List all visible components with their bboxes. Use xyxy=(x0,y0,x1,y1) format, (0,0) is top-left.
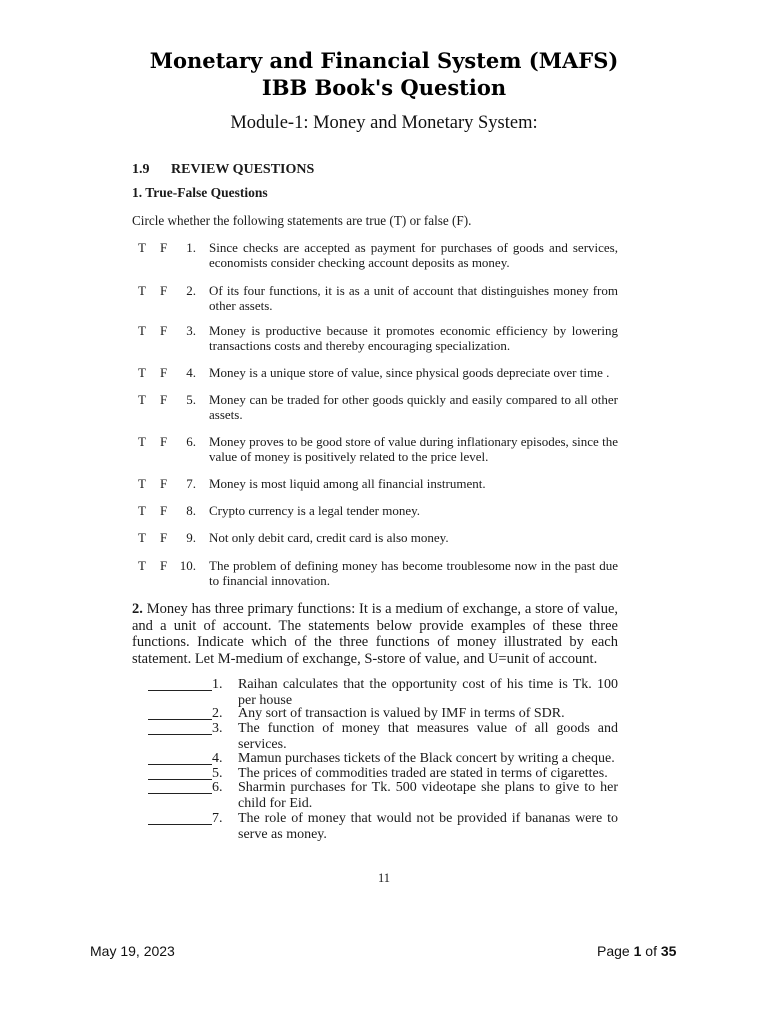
true-option[interactable]: T xyxy=(138,476,146,491)
item-number: 10. xyxy=(179,558,196,573)
true-option[interactable]: T xyxy=(138,530,146,545)
item-text: The role of money that would not be provided if bananas were to serve as money. xyxy=(238,811,618,842)
true-option[interactable]: T xyxy=(138,392,146,407)
item-text: Mamun purchases tickets of the Black concert by writing a cheque. xyxy=(238,751,615,766)
match-item xyxy=(148,677,618,709)
document-title: Monetary and Financial System (MAFS) xyxy=(149,48,619,73)
true-option[interactable]: T xyxy=(138,503,146,518)
tf-item xyxy=(138,323,618,355)
item-text: The function of money that measures value of all goods and services. xyxy=(238,721,618,752)
module-heading: Module-1: Money and Monetary System: xyxy=(230,113,538,133)
answer-blank[interactable] xyxy=(148,677,212,693)
item-text: Money is most liquid among all financial instrument. xyxy=(209,476,486,491)
item-number: 4. xyxy=(212,751,223,766)
item-number: 3. xyxy=(212,721,223,736)
true-option[interactable]: T xyxy=(138,283,146,298)
item-text: Money is a unique store of value, since physical goods depreciate over time . xyxy=(209,365,610,380)
tf-item xyxy=(138,392,618,424)
true-option[interactable]: T xyxy=(138,240,146,255)
answer-blank[interactable] xyxy=(148,721,212,737)
item-text: Money can be traded for other goods quickly and easily compared to all other assets. xyxy=(209,392,618,422)
instruction-text: Circle whether the following statements are true (T) or false (F). xyxy=(132,213,472,228)
item-number: 6. xyxy=(186,434,196,449)
tf-item xyxy=(138,558,618,590)
false-option[interactable]: F xyxy=(160,558,168,573)
book-page-number: 11 xyxy=(377,871,391,885)
item-text: Sharmin purchases for Tk. 500 videotape she plans to give to her child for Eid. xyxy=(238,780,618,811)
false-option[interactable]: F xyxy=(160,392,168,407)
item-text: Money proves to be good store of value during inflationary episodes, since the value of money is positively related to the price level. xyxy=(209,434,618,464)
item-number: 2. xyxy=(186,283,196,298)
false-option[interactable]: F xyxy=(160,503,168,518)
true-option[interactable]: T xyxy=(138,434,146,449)
page-of-label: of xyxy=(645,943,657,959)
question-text: Money has three primary functions: It is a medium of exchange, a store of value, and a unit of account. The statements below provide examples of these three functions. Indicate which of the three functions of money illustrated by each statement. Let M-medium of exchange, S-store of value, and U=unit of account. xyxy=(132,601,618,668)
item-text: Money is productive because it promotes economic efficiency by lowering transactions costs and thereby encouraging specialization. xyxy=(209,323,618,353)
true-option[interactable]: T xyxy=(138,558,146,573)
answer-blank[interactable] xyxy=(148,811,212,827)
document-subtitle: IBB Book's Question xyxy=(261,75,507,100)
false-option[interactable]: F xyxy=(160,530,168,545)
question-number: 2. xyxy=(132,601,143,617)
item-text: Since checks are accepted as payment for purchases of goods and services, economists consider checking account deposits as money. xyxy=(209,240,618,270)
item-text: The problem of defining money has become troublesome now in the past due to financial innovation. xyxy=(209,558,618,588)
item-number: 5. xyxy=(186,392,196,407)
page-label: Page xyxy=(597,943,630,959)
item-number: 2. xyxy=(212,706,223,721)
footer-date: May 19, 2023 xyxy=(90,943,175,959)
false-option[interactable]: F xyxy=(160,365,168,380)
match-item xyxy=(148,751,618,767)
match-item xyxy=(148,811,618,843)
tf-item xyxy=(138,434,618,466)
false-option[interactable]: F xyxy=(160,434,168,449)
tf-item xyxy=(138,283,618,315)
item-text: Any sort of transaction is valued by IMF in terms of SDR. xyxy=(238,706,565,721)
answer-blank[interactable] xyxy=(148,706,212,722)
item-number: 8. xyxy=(186,503,196,518)
section-number: 1.9 xyxy=(132,162,150,177)
subsection-title: 1. True-False Questions xyxy=(132,185,268,200)
true-option[interactable]: T xyxy=(138,365,146,380)
question-2 xyxy=(132,601,618,668)
item-number: 4. xyxy=(186,365,196,380)
answer-blank[interactable] xyxy=(148,751,212,767)
item-text: Crypto currency is a legal tender money. xyxy=(209,503,421,518)
current-page: 1 xyxy=(633,943,642,959)
false-option[interactable]: F xyxy=(160,323,168,338)
section-title: REVIEW QUESTIONS xyxy=(171,162,315,177)
item-text: Raihan calculates that the opportunity cost of his time is Tk. 100 per house xyxy=(238,677,618,708)
false-option[interactable]: F xyxy=(160,240,168,255)
match-item xyxy=(148,706,618,722)
total-pages: 35 xyxy=(660,943,677,959)
match-item xyxy=(148,780,618,812)
item-number: 1. xyxy=(212,677,223,692)
true-option[interactable]: T xyxy=(138,323,146,338)
false-option[interactable]: F xyxy=(160,283,168,298)
item-number: 7. xyxy=(186,476,196,491)
item-text: Not only debit card, credit card is also money. xyxy=(209,530,449,545)
item-number: 7. xyxy=(212,811,223,826)
footer-page-indicator xyxy=(597,943,676,959)
item-number: 6. xyxy=(212,780,223,795)
item-number: 1. xyxy=(186,240,196,255)
false-option[interactable]: F xyxy=(160,476,168,491)
item-number: 5. xyxy=(212,766,223,781)
tf-item xyxy=(138,240,618,272)
item-number: 3. xyxy=(186,323,196,338)
item-number: 9. xyxy=(186,530,196,545)
match-item xyxy=(148,721,618,753)
item-text: The prices of commodities traded are stated in terms of cigarettes. xyxy=(238,766,608,781)
item-text: Of its four functions, it is as a unit of account that distinguishes money from other assets. xyxy=(209,283,618,313)
answer-blank[interactable] xyxy=(148,780,212,796)
